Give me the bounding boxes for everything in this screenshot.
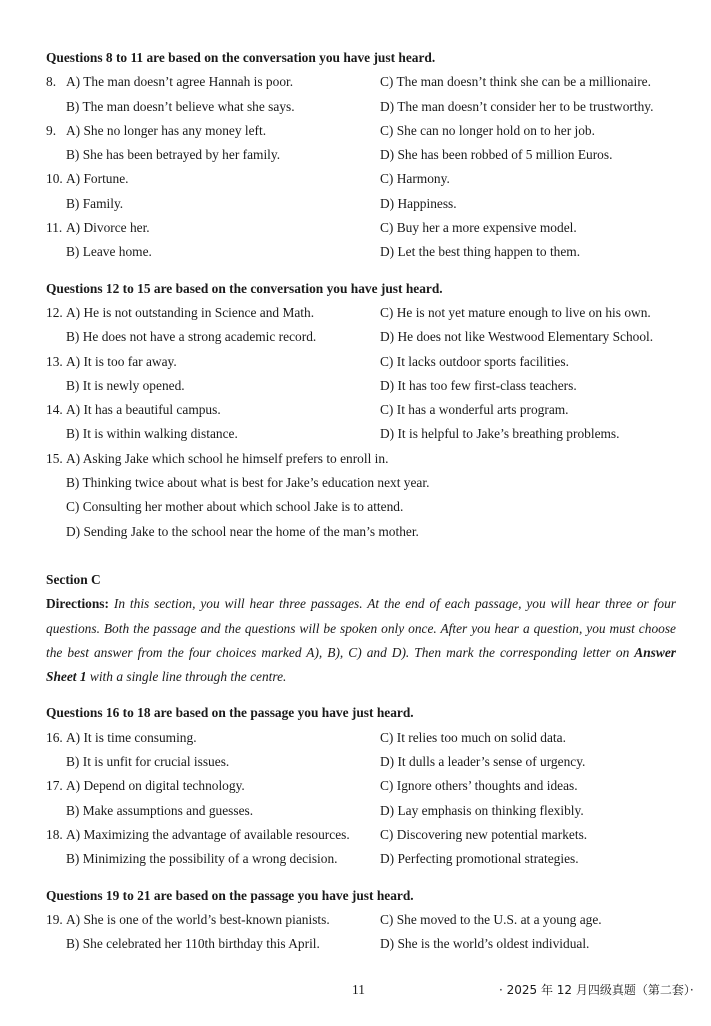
- question-number: 19.: [46, 911, 63, 927]
- option-b: B) Family.: [66, 195, 124, 211]
- question-12: [46, 301, 676, 350]
- section-title: Section C: [46, 571, 101, 587]
- option-b: B) Thinking twice about what is best for Jake’s education next year.: [66, 475, 430, 491]
- question-9: [46, 119, 676, 168]
- option-c: C) She moved to the U.S. at a young age.: [380, 911, 602, 927]
- option-b: B) It is newly opened.: [66, 377, 185, 393]
- option-a: A) It has a beautiful campus.: [66, 402, 221, 418]
- question-number: 16.: [46, 729, 63, 745]
- question-number: 18.: [46, 826, 63, 842]
- question-number: 17.: [46, 778, 63, 794]
- question-group-heading: Questions 12 to 15 are based on the conversation you have just heard.: [46, 280, 443, 296]
- option-c: C) Discovering new potential markets.: [380, 826, 588, 842]
- option-d: D) Happiness.: [380, 195, 457, 211]
- question-number: 12.: [46, 304, 63, 320]
- option-b: B) Leave home.: [66, 244, 152, 260]
- option-d: D) She is the world’s oldest individual.: [380, 936, 590, 952]
- option-a: A) The man doesn’t agree Hannah is poor.: [66, 74, 294, 90]
- option-d: D) Perfecting promotional strategies.: [380, 851, 579, 867]
- option-d: D) Sending Jake to the school near the home of the man’s mother.: [66, 523, 419, 539]
- option-b: B) She celebrated her 110th birthday this April.: [66, 936, 320, 952]
- option-c: C) The man doesn’t think she can be a millionaire.: [380, 74, 651, 90]
- option-a: A) Fortune.: [66, 171, 129, 187]
- directions-text-end: with a single line through the centre.: [89, 669, 287, 685]
- exam-page: [46, 46, 676, 956]
- question-19: [46, 908, 676, 957]
- option-a: A) Maximizing the advantage of available resources.: [66, 826, 350, 842]
- question-number: 11.: [46, 220, 63, 236]
- exam-tag: · 2025 年 12 月四级真题（第二套）·: [499, 983, 694, 997]
- option-c: C) It has a wonderful arts program.: [380, 402, 569, 418]
- question-number: 10.: [46, 171, 63, 187]
- option-d: D) It is helpful to Jake’s breathing problems.: [380, 426, 620, 442]
- option-a: A) Divorce her.: [66, 220, 150, 236]
- question-16: [46, 726, 676, 775]
- option-b: B) It is within walking distance.: [66, 426, 238, 442]
- option-c: C) He is not yet mature enough to live on his own.: [380, 304, 651, 320]
- option-c: C) It lacks outdoor sports facilities.: [380, 353, 569, 369]
- option-c: C) Buy her a more expensive model.: [380, 220, 577, 236]
- option-d: D) It has too few first-class teachers.: [380, 377, 577, 393]
- directions: [46, 592, 676, 689]
- option-a: A) It is too far away.: [66, 353, 177, 369]
- option-c: C) Consulting her mother about which school Jake is to attend.: [66, 499, 404, 515]
- question-10: [46, 167, 676, 216]
- option-b: B) The man doesn’t believe what she says.: [66, 98, 295, 114]
- option-d: D) The man doesn’t consider her to be trustworthy.: [380, 98, 654, 114]
- question-group-heading: Questions 19 to 21 are based on the passage you have just heard.: [46, 887, 414, 903]
- question-group-heading: Questions 16 to 18 are based on the passage you have just heard.: [46, 705, 414, 721]
- question-group-heading: Questions 8 to 11 are based on the conversation you have just heard.: [46, 50, 436, 65]
- question-number: 15.: [46, 450, 63, 466]
- option-d: D) She has been robbed of 5 million Euros.: [380, 147, 613, 163]
- option-a: A) Depend on digital technology.: [66, 778, 245, 794]
- option-a: A) It is time consuming.: [66, 729, 197, 745]
- option-b: B) He does not have a strong academic record.: [66, 329, 317, 345]
- question-15: [46, 447, 676, 544]
- option-d: D) It dulls a leader’s sense of urgency.: [380, 754, 586, 770]
- option-c: C) Harmony.: [380, 171, 450, 187]
- question-number: 8.: [46, 74, 57, 90]
- question-18: [46, 823, 676, 872]
- option-a: A) Asking Jake which school he himself prefers to enroll in.: [66, 450, 389, 466]
- option-b: B) Minimizing the possibility of a wrong decision.: [66, 851, 338, 867]
- page-number: 11: [352, 982, 365, 997]
- option-b: B) Make assumptions and guesses.: [66, 802, 254, 818]
- option-d: D) He does not like Westwood Elementary School.: [380, 329, 654, 345]
- directions-label: Directions:: [46, 596, 109, 612]
- question-11: [46, 216, 676, 265]
- question-number: 13.: [46, 353, 63, 369]
- answer-sheet-label: Answer Sheet 1: [46, 644, 676, 685]
- option-b: B) It is unfit for crucial issues.: [66, 754, 230, 770]
- question-number: 9.: [46, 122, 57, 138]
- option-a: A) He is not outstanding in Science and Math.: [66, 304, 315, 320]
- question-17: [46, 774, 676, 823]
- option-a: A) She no longer has any money left.: [66, 122, 267, 138]
- option-b: B) She has been betrayed by her family.: [66, 147, 281, 163]
- question-8: [46, 70, 676, 119]
- question-13: [46, 350, 676, 399]
- question-number: 14.: [46, 402, 63, 418]
- option-d: D) Let the best thing happen to them.: [380, 244, 581, 260]
- directions-text: In this section, you will hear three passages. At the end of each passage, you will hear three or four questions. Both the passage and the questions will be spoken only once. After you hear a question, you must choose the best answer from the four choices marked A), B), C) and D). Then mark the corresponding letter on: [46, 596, 676, 660]
- option-c: C) Ignore others’ thoughts and ideas.: [380, 778, 578, 794]
- option-c: C) It relies too much on solid data.: [380, 729, 566, 745]
- option-c: C) She can no longer hold on to her job.: [380, 122, 595, 138]
- question-14: [46, 398, 676, 447]
- option-a: A) She is one of the world’s best-known pianists.: [66, 911, 330, 927]
- option-d: D) Lay emphasis on thinking flexibly.: [380, 802, 584, 818]
